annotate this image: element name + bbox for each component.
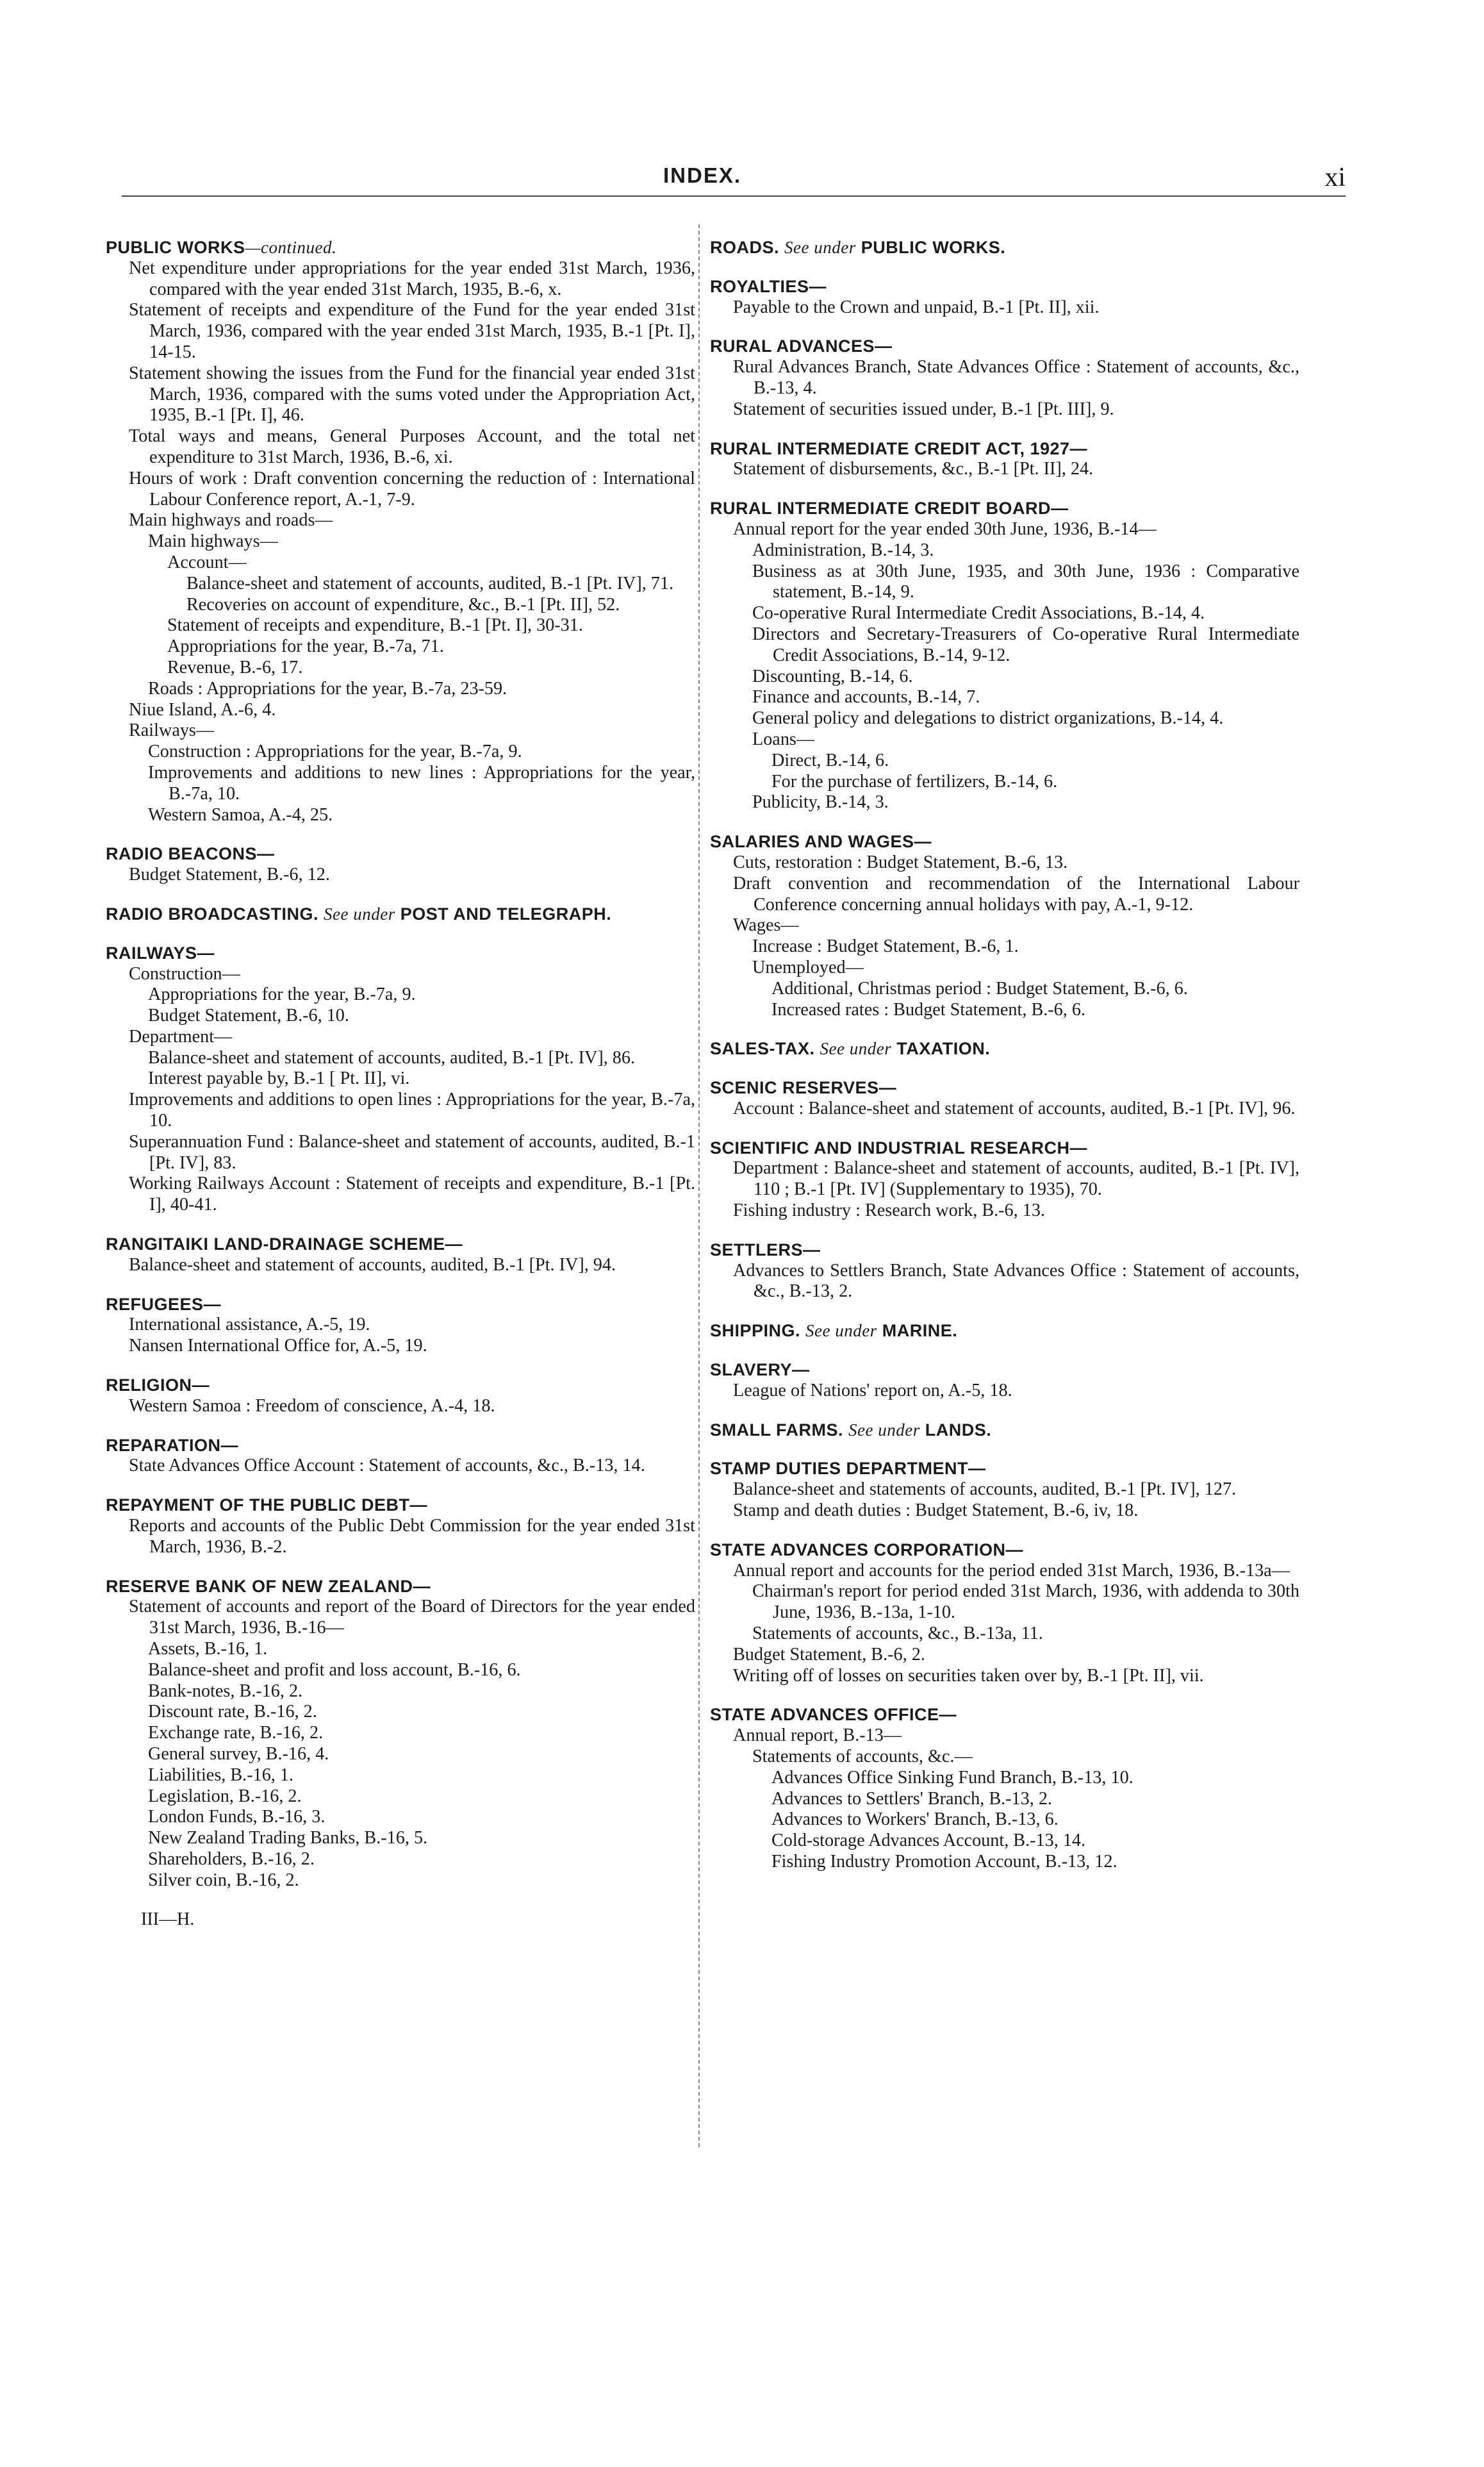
entry-heading: STATE ADVANCES OFFICE— — [710, 1705, 957, 1725]
sub-entry: Roads : Appropriations for the year, B.-7a, 23-59. — [148, 678, 507, 699]
entry-heading: RADIO BEACONS— — [106, 844, 275, 864]
sub-entry: Hours of work : Draft convention concerning the reduction of : International Labour Conference report, A.-1, 7-9. — [129, 468, 695, 510]
sub-entry: Balance-sheet and profit and loss account, B.-16, 6. — [148, 1659, 521, 1680]
sub-entry: Budget Statement, B.-6, 12. — [129, 865, 330, 885]
sub-entry: New Zealand Trading Banks, B.-16, 5. — [148, 1828, 428, 1848]
sub-entry: Annual report for the year ended 30th June, 1936, B.-14— — [733, 519, 1157, 539]
sub-entry: Publicity, B.-14, 3. — [752, 792, 889, 813]
index-entry-state-advances-corporation — [710, 1540, 1299, 1687]
sub-entry: Advances to Settlers Branch, State Advances Office : Statement of accounts, &c., B.-13, 2. — [733, 1260, 1299, 1302]
sub-entry: Budget Statement, B.-6, 10. — [148, 1006, 349, 1026]
page-title: INDEX. — [663, 163, 742, 187]
sub-entry: Business as at 30th June, 1935, and 30th June, 1936 : Comparative statement, B.-14, 9. — [752, 561, 1299, 602]
sub-entry: Annual report and accounts for the period ended 31st March, 1936, B.-13a— — [733, 1560, 1290, 1581]
sub-entry: State Advances Office Account : Statement of accounts, &c., B.-13, 14. — [129, 1456, 645, 1476]
sub-entry: Increased rates : Budget Statement, B.-6, 6. — [771, 999, 1086, 1020]
index-entry-rangitaiki — [106, 1234, 695, 1276]
sub-entry: Balance-sheet and statements of accounts, audited, B.-1 [Pt. IV], 127. — [733, 1479, 1237, 1500]
sub-entry: Main highways— — [148, 531, 278, 552]
entry-heading: SHIPPING. — [710, 1321, 801, 1341]
entry-heading: RESERVE BANK OF NEW ZEALAND— — [106, 1576, 431, 1596]
sub-entry: Superannuation Fund : Balance-sheet and statement of accounts, audited, B.-1 [Pt. IV], 83. — [129, 1131, 695, 1173]
index-entry-scenic — [710, 1077, 1299, 1120]
index-entry-radio-beacons — [106, 843, 695, 886]
entry-heading: REPAYMENT OF THE PUBLIC DEBT— — [106, 1495, 428, 1515]
sub-entry: Increase : Budget Statement, B.-6, 1. — [752, 936, 1019, 957]
sub-entry: Construction— — [129, 963, 240, 984]
sub-entry: Department : Balance-sheet and statement of accounts, audited, B.-1 [Pt. IV], 110 ; B.-1 [Pt. IV] (Supplementary to 1935), 70. — [733, 1158, 1299, 1200]
sub-entry: Legislation, B.-16, 2. — [148, 1786, 302, 1806]
sub-entry: Stamp and death duties : Budget Statement, B.-6, iv, 18. — [733, 1500, 1139, 1521]
sub-entry: Western Samoa : Freedom of conscience, A.-4, 18. — [129, 1395, 495, 1416]
sub-entry: General policy and delegations to district organizations, B.-14, 4. — [752, 708, 1224, 729]
sub-entry: Niue Island, A.-6, 4. — [129, 699, 276, 720]
index-entry-rural-credit-board — [710, 498, 1299, 813]
sub-entry: Statement of disbursements, &c., B.-1 [Pt. II], 24. — [733, 459, 1094, 479]
sub-entry: Wages— — [733, 915, 799, 936]
sub-entry: Exchange rate, B.-16, 2. — [148, 1723, 324, 1743]
right-column — [710, 237, 1299, 1891]
sub-entry: For the purchase of fertilizers, B.-14, 6. — [771, 771, 1058, 792]
sub-entry: Co-operative Rural Intermediate Credit Associations, B.-14, 4. — [752, 603, 1205, 624]
index-entry-religion — [106, 1375, 695, 1417]
sub-entry: Railways— — [129, 720, 215, 741]
sub-entry: Interest payable by, B.-1 [ Pt. II], vi. — [148, 1068, 410, 1089]
sub-entry: Total ways and means, General Purposes Account, and the total net expenditure to 31st March, 1936, B.-6, xi. — [129, 426, 695, 467]
sub-entry: Department— — [129, 1026, 233, 1047]
sub-entry: Improvements and additions to new lines : Appropriations for the year, B.-7a, 10. — [148, 762, 695, 804]
column-divider — [698, 224, 700, 2147]
entry-heading: REFUGEES— — [106, 1294, 222, 1314]
sub-entry: Statement of receipts and expenditure, B.-1 [Pt. I], 30-31. — [167, 615, 583, 636]
sub-entry: Advances to Workers' Branch, B.-13, 6. — [771, 1809, 1059, 1830]
index-entry-reparation — [106, 1435, 695, 1477]
entry-heading: RAILWAYS— — [106, 943, 215, 963]
cross-reference-target: TAXATION. — [896, 1039, 991, 1059]
sub-entry: Assets, B.-16, 1. — [148, 1639, 268, 1659]
cross-reference-target: PUBLIC WORKS. — [861, 238, 1006, 257]
entry-heading: SLAVERY— — [710, 1360, 810, 1380]
sub-entry: Advances Office Sinking Fund Branch, B.-13, 10. — [771, 1767, 1134, 1788]
sub-entry: Fishing industry : Research work, B.-6, 13. — [733, 1200, 1045, 1221]
sub-entry: Balance-sheet and statement of accounts, audited, B.-1 [Pt. IV], 86. — [148, 1047, 636, 1068]
sub-entry: Recoveries on account of expenditure, &c., B.-1 [Pt. II], 52. — [186, 594, 620, 615]
index-entry-reserve-bank — [106, 1576, 695, 1891]
sub-entry: Bank-notes, B.-16, 2. — [148, 1681, 303, 1701]
sub-entry: Western Samoa, A.-4, 25. — [148, 804, 333, 825]
cross-reference-target: LANDS. — [925, 1420, 992, 1440]
index-entry-stamp-duties — [710, 1458, 1299, 1521]
index-entry-refugees — [106, 1294, 695, 1357]
index-entry-settlers — [710, 1240, 1299, 1302]
sub-entry: Cuts, restoration : Budget Statement, B.-6, 13. — [733, 852, 1068, 872]
sub-entry: Discounting, B.-14, 6. — [752, 666, 913, 686]
sub-entry: Direct, B.-14, 6. — [771, 750, 889, 770]
index-entry-salaries — [710, 831, 1299, 1020]
sub-entry: Working Railways Account : Statement of receipts and expenditure, B.-1 [Pt. I], 40-41. — [129, 1174, 695, 1215]
sub-entry: Appropriations for the year, B.-7a, 71. — [167, 636, 444, 657]
entry-heading: ROYALTIES— — [710, 276, 827, 296]
signature-mark: III—H. — [141, 1909, 195, 1929]
sub-entry: Appropriations for the year, B.-7a, 9. — [148, 984, 416, 1005]
sub-entry: League of Nations' report on, A.-5, 18. — [733, 1380, 1012, 1400]
sub-entry: Silver coin, B.-16, 2. — [148, 1870, 299, 1890]
sub-entry: Statement of receipts and expenditure of the Fund for the year ended 31st March, 1936, compared with the year ended 31st March, 1935, B.-1 [Pt. I], 14-15. — [129, 300, 695, 362]
sub-entry: Loans— — [752, 729, 815, 749]
sub-entry: General survey, B.-16, 4. — [148, 1744, 329, 1764]
index-entry-small-farms — [710, 1420, 1299, 1441]
see-under-label: See under — [820, 1039, 892, 1059]
index-entry-scientific — [710, 1138, 1299, 1222]
entry-heading: ROADS. — [710, 238, 780, 257]
index-entry-rural-advances — [710, 336, 1299, 420]
sub-entry: Unemployed— — [752, 957, 864, 977]
index-entry-rural-credit-act — [710, 438, 1299, 481]
sub-entry: Rural Advances Branch, State Advances Office : Statement of accounts, &c., B.-13, 4. — [733, 357, 1299, 398]
index-entry-radio-broadcasting — [106, 904, 695, 925]
sub-entry: Balance-sheet and statement of accounts, audited, B.-1 [Pt. IV], 71. — [186, 573, 674, 594]
entry-heading: PUBLIC WORKS — [106, 238, 245, 257]
entry-heading: STAMP DUTIES DEPARTMENT— — [710, 1459, 986, 1479]
sub-entry: Improvements and additions to open lines : Appropriations for the year, B.-7a, 10. — [129, 1090, 695, 1131]
sub-entry: Account : Balance-sheet and statement of accounts, audited, B.-1 [Pt. IV], 96. — [733, 1098, 1296, 1118]
sub-entry: Net expenditure under appropriations for the year ended 31st March, 1936, compared with the year ended 31st March, 1935, B.-6, x. — [129, 258, 695, 299]
header-rule — [122, 195, 1346, 197]
entry-heading: SALES-TAX. — [710, 1039, 815, 1059]
sub-entry: Administration, B.-14, 3. — [752, 540, 934, 560]
see-under-label: See under — [805, 1321, 877, 1341]
entry-heading: RELIGION— — [106, 1375, 210, 1395]
index-entry-state-advances-office — [710, 1704, 1299, 1872]
entry-heading: RANGITAIKI LAND-DRAINAGE SCHEME— — [106, 1234, 463, 1254]
sub-entry: Payable to the Crown and unpaid, B.-1 [Pt. II], xii. — [733, 297, 1100, 317]
see-under-label: See under — [848, 1420, 920, 1440]
sub-entry: Revenue, B.-6, 17. — [167, 657, 303, 677]
cross-reference-target: POST AND TELEGRAPH. — [400, 904, 612, 924]
index-entry-railways — [106, 943, 695, 1216]
sub-entry: International assistance, A.-5, 19. — [129, 1315, 370, 1335]
index-entry-roads — [710, 237, 1299, 258]
continued-label: —continued. — [245, 238, 337, 257]
sub-entry: Nansen International Office for, A.-5, 19. — [129, 1336, 427, 1356]
index-entry-sales-tax — [710, 1038, 1299, 1059]
sub-entry: Writing off of losses on securities taken over by, B.-1 [Pt. II], vii. — [733, 1665, 1204, 1686]
sub-entry: Discount rate, B.-16, 2. — [148, 1702, 317, 1722]
entry-heading: STATE ADVANCES CORPORATION— — [710, 1540, 1024, 1559]
index-entry-repayment — [106, 1495, 695, 1557]
entry-heading: SMALL FARMS. — [710, 1420, 843, 1440]
entry-heading: SCIENTIFIC AND INDUSTRIAL RESEARCH— — [710, 1138, 1088, 1158]
entry-heading: RURAL INTERMEDIATE CREDIT ACT, 1927— — [710, 438, 1088, 458]
sub-entry: Shareholders, B.-16, 2. — [148, 1848, 315, 1869]
index-entry-shipping — [710, 1320, 1299, 1341]
sub-entry: Reports and accounts of the Public Debt Commission for the year ended 31st March, 1936, B.-2. — [129, 1516, 695, 1557]
entry-heading: RADIO BROADCASTING. — [106, 904, 318, 924]
sub-entry: Directors and Secretary-Treasurers of Co-operative Rural Intermediate Credit Associations, B.-14, 9-12. — [752, 624, 1299, 665]
sub-entry: Statements of accounts, &c.— — [752, 1747, 973, 1767]
left-column — [106, 237, 695, 1930]
index-entry-public-works — [106, 237, 695, 826]
sub-entry: Fishing Industry Promotion Account, B.-13, 12. — [771, 1852, 1117, 1872]
entry-heading: SCENIC RESERVES— — [710, 1078, 897, 1098]
see-under-label: See under — [784, 238, 856, 257]
sub-entry: Advances to Settlers' Branch, B.-13, 2. — [771, 1788, 1052, 1809]
sub-entry: Statement of securities issued under, B.-1 [Pt. III], 9. — [733, 399, 1114, 419]
sub-entry: Draft convention and recommendation of the International Labour Conference concerning annual holidays with pay, A.-1, 9-12. — [733, 873, 1299, 915]
entry-heading: RURAL ADVANCES— — [710, 336, 893, 356]
sub-entry: Statements of accounts, &c., B.-13a, 11. — [752, 1624, 1043, 1644]
entry-heading: SALARIES AND WAGES— — [710, 832, 932, 852]
sub-entry: Cold-storage Advances Account, B.-13, 14. — [771, 1831, 1086, 1851]
sub-entry: Liabilities, B.-16, 1. — [148, 1765, 294, 1785]
entry-heading: RURAL INTERMEDIATE CREDIT BOARD— — [710, 499, 1069, 519]
page-header — [122, 163, 1346, 202]
sub-entry: Balance-sheet and statement of accounts, audited, B.-1 [Pt. IV], 94. — [129, 1254, 616, 1275]
sub-entry: Budget Statement, B.-6, 2. — [733, 1644, 925, 1665]
sub-entry: Construction : Appropriations for the year, B.-7a, 9. — [148, 742, 522, 762]
index-entry-royalties — [710, 276, 1299, 319]
sub-entry: Statement of accounts and report of the Board of Directors for the year ended 31st March, 1936, B.-16— — [129, 1597, 695, 1638]
sub-entry: London Funds, B.-16, 3. — [148, 1807, 326, 1827]
see-under-label: See under — [324, 904, 395, 924]
sub-entry: Finance and accounts, B.-14, 7. — [752, 687, 980, 708]
sub-entry: Chairman's report for period ended 31st March, 1936, with addenda to 30th June, 1936, B.-13a, 1-10. — [752, 1581, 1299, 1623]
sub-entry: Annual report, B.-13— — [733, 1725, 902, 1746]
sub-entry: Statement showing the issues from the Fund for the financial year ended 31st March, 1936, compared with the sums voted under the Appropriation Act, 1935, B.-1 [Pt. I], 46. — [129, 363, 695, 426]
page-number: xi — [1324, 163, 1346, 192]
cross-reference-target: MARINE. — [882, 1321, 958, 1341]
entry-heading: SETTLERS— — [710, 1240, 821, 1259]
entry-heading: REPARATION— — [106, 1435, 238, 1455]
sub-entry: Additional, Christmas period : Budget Statement, B.-6, 6. — [771, 978, 1188, 999]
sub-entry: Main highways and roads— — [129, 510, 333, 531]
sub-entry: Account— — [167, 552, 247, 572]
index-entry-slavery — [710, 1359, 1299, 1402]
